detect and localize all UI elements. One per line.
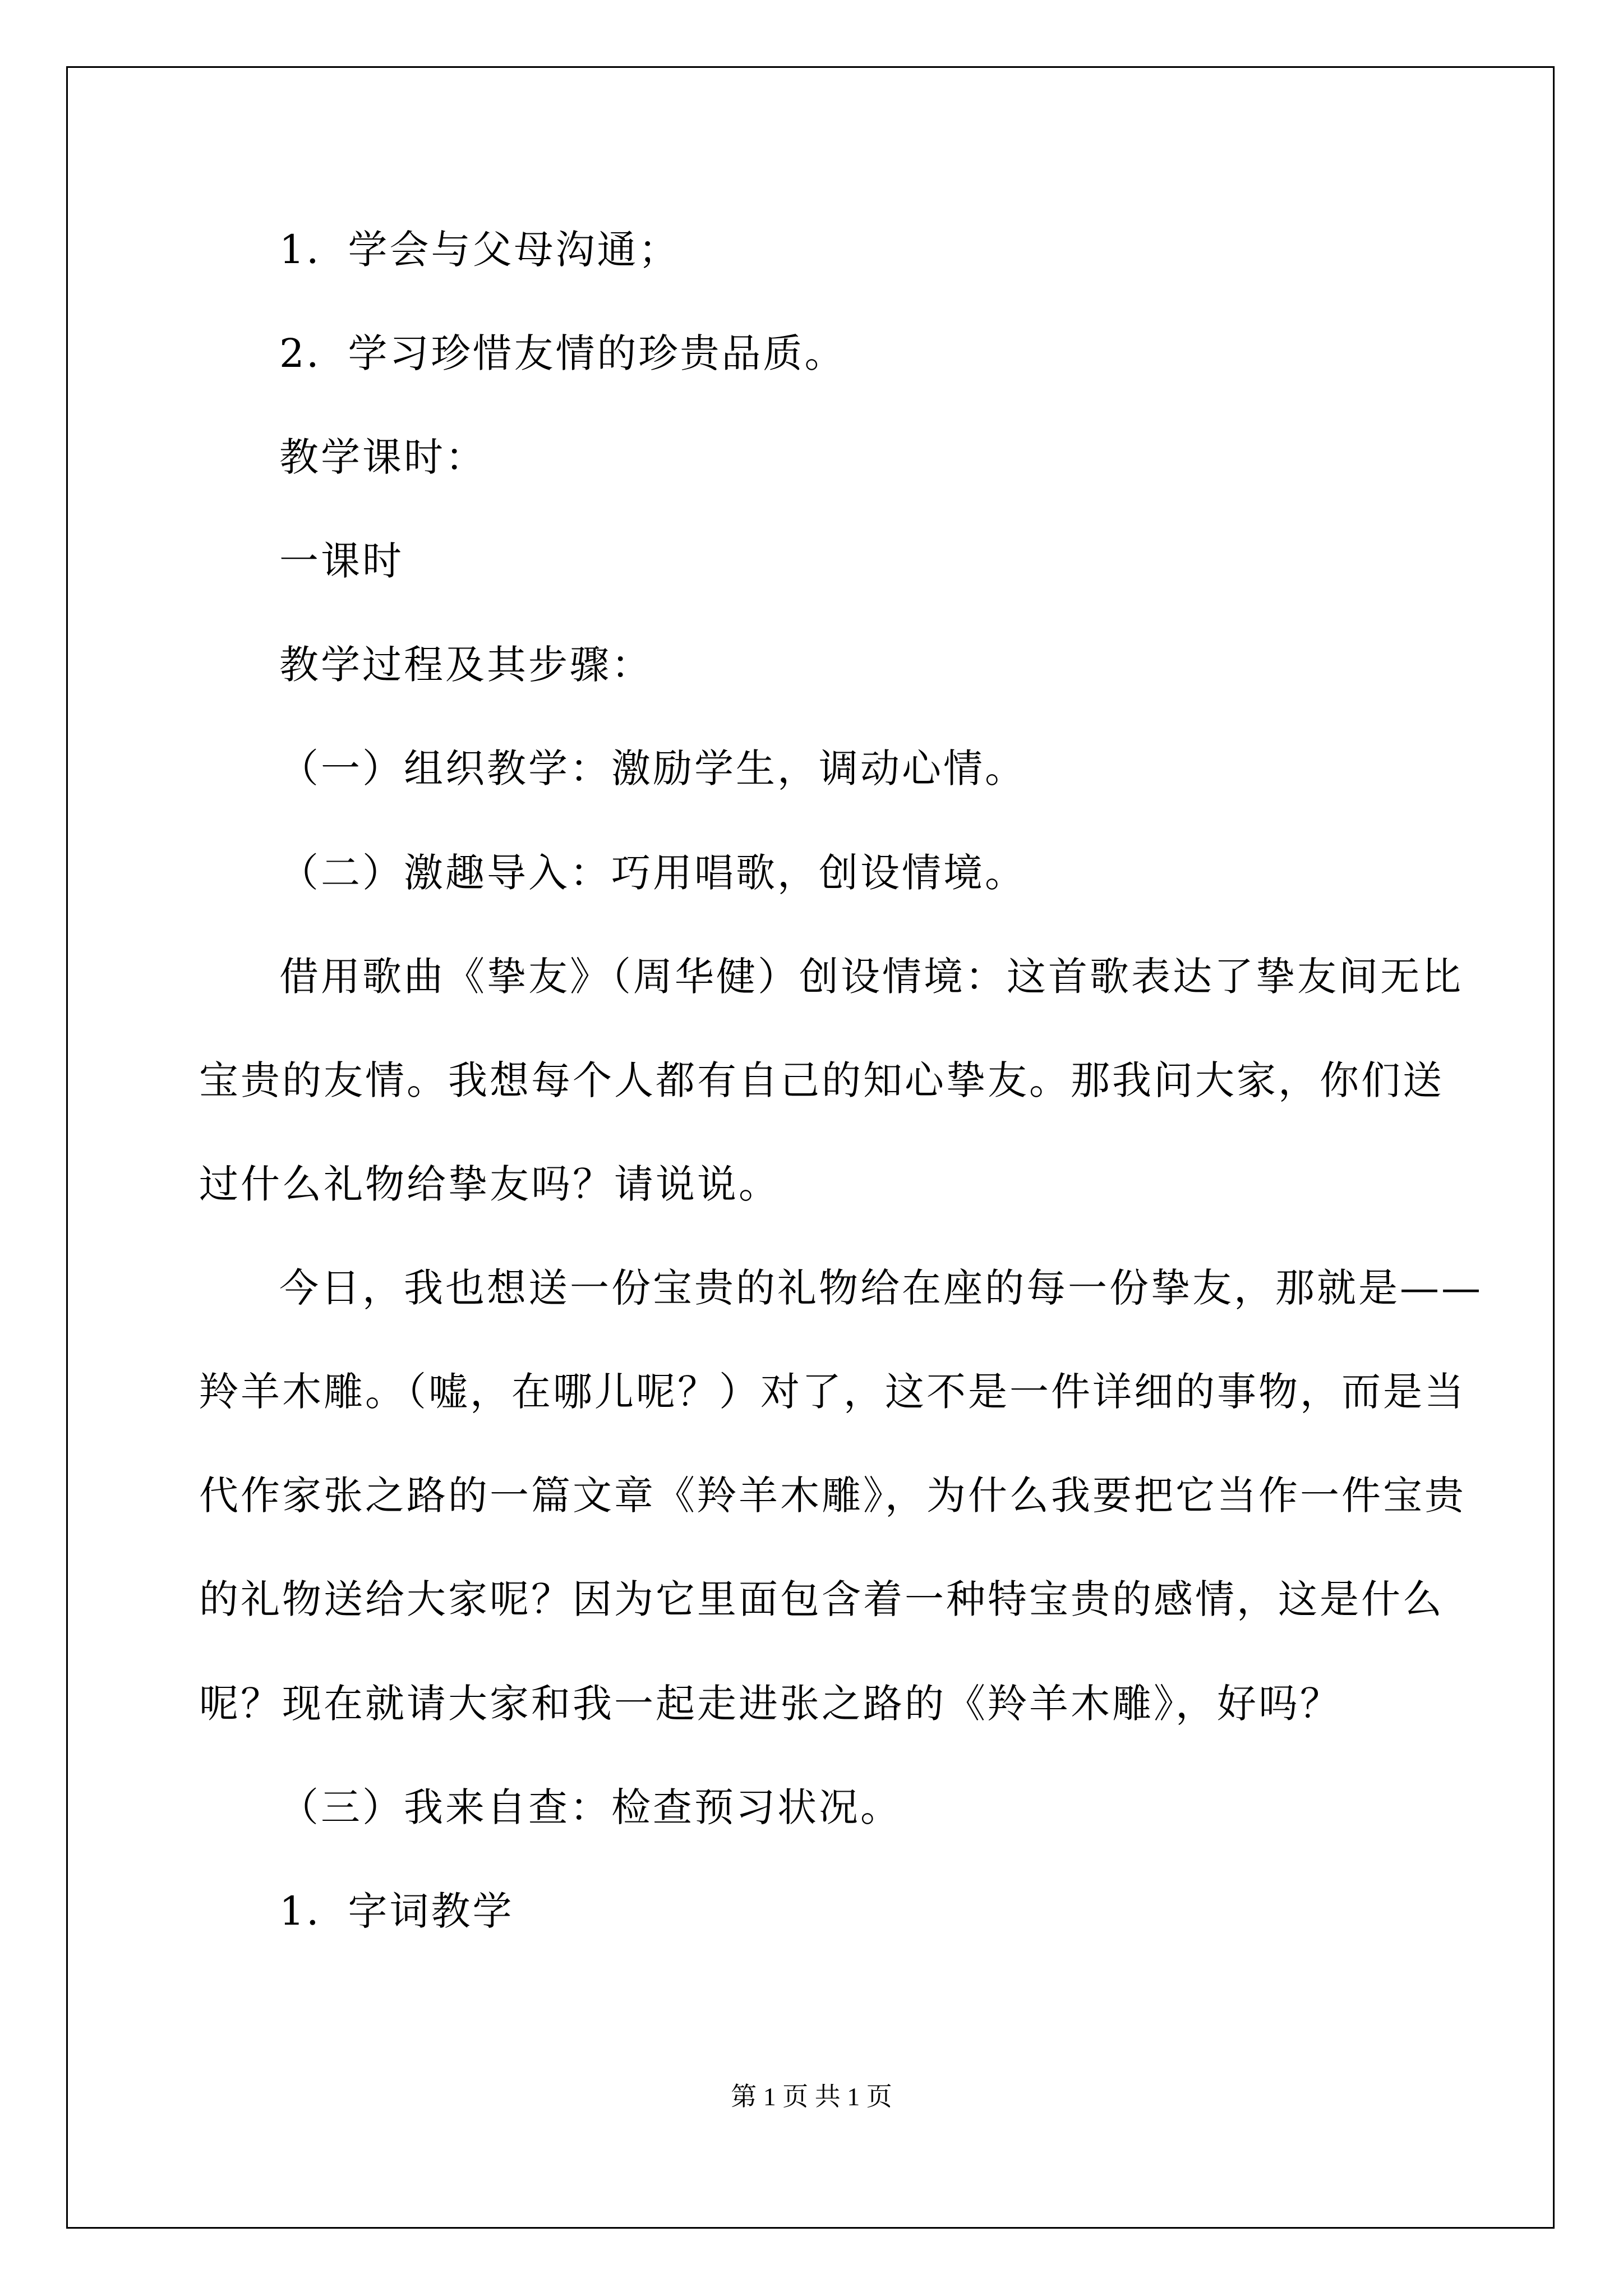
paragraph-2-line-2: 羚羊木雕。（嘘，在哪儿呢？）对了，这不是一件详细的事物，而是当 (199, 1369, 1466, 1415)
paragraph-2-line-5: 呢？现在就请大家和我一起走进张之路的《羚羊木雕》，好吗？ (199, 1681, 1341, 1727)
objective-1: 1．学会与父母沟通； (279, 227, 680, 273)
paragraph-2-line-3: 代作家张之路的一篇文章《羚羊木雕》，为什么我要把它当作一件宝贵 (199, 1473, 1466, 1519)
step-2-heading: （二）激趣导入：巧用唱歌，创设情境。 (279, 850, 1026, 896)
page-footer: 第 1 页 共 1 页 (731, 2082, 892, 2111)
teaching-hours-heading: 教学课时： (279, 434, 487, 480)
paragraph-1-line-3: 过什么礼物给挚友吗？请说说。 (199, 1161, 780, 1207)
process-heading: 教学过程及其步骤： (279, 642, 653, 688)
paragraph-1-line-1: 借用歌曲《挚友》（周华健）创设情境：这首歌表达了挚友间无比 (279, 954, 1463, 1000)
paragraph-2-line-1: 今日，我也想送一份宝贵的礼物给在座的每一份挚友，那就是—— (279, 1265, 1483, 1311)
step-1-heading: （一）组织教学：激励学生，调动心情。 (279, 746, 1026, 792)
vocabulary-heading: 1．字词教学 (279, 1888, 514, 1934)
objective-2: 2．学习珍惜友情的珍贵品质。 (279, 330, 846, 376)
step-3-heading: （三）我来自查：检查预习状况。 (279, 1784, 902, 1830)
paragraph-1-line-2: 宝贵的友情。我想每个人都有自己的知心挚友。那我问大家，你们送 (199, 1057, 1444, 1103)
paragraph-2-line-4: 的礼物送给大家呢？因为它里面包含着一种特宝贵的感情，这是什么 (199, 1576, 1444, 1622)
teaching-hours-value: 一课时 (279, 538, 404, 584)
